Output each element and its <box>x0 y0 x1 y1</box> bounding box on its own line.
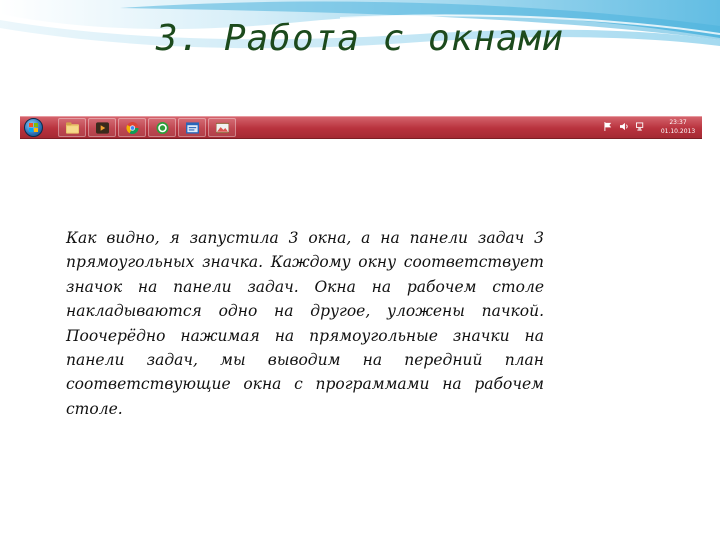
taskbar-clock[interactable] <box>658 118 698 136</box>
network-icon[interactable] <box>636 122 645 131</box>
clock-time: 23:37 <box>669 119 687 126</box>
taskbar-button-picture-viewer[interactable] <box>208 118 236 137</box>
green-app-icon <box>156 122 169 134</box>
windows-start-orb-icon[interactable] <box>24 118 43 137</box>
speaker-icon[interactable] <box>620 122 629 131</box>
flag-icon[interactable] <box>604 122 613 131</box>
slide-title: 3. Работа с окнами <box>155 18 565 59</box>
chrome-icon <box>126 122 139 134</box>
media-player-icon <box>96 122 109 134</box>
taskbar-button-folder[interactable] <box>58 118 86 137</box>
taskbar-button-chrome[interactable] <box>118 118 146 137</box>
taskbar <box>20 116 702 139</box>
taskbar-button-green-app[interactable] <box>148 118 176 137</box>
taskbar-button-media-player[interactable] <box>88 118 116 137</box>
picture-viewer-icon <box>216 122 229 134</box>
clock-date: 01.10.2013 <box>660 128 696 135</box>
taskbar-button-window-app[interactable] <box>178 118 206 137</box>
system-tray <box>602 117 702 138</box>
window-app-icon <box>186 122 199 134</box>
folder-icon <box>66 122 79 134</box>
body-paragraph: Как видно, я запустила 3 окна, а на панели задач 3 прямоугольных значка. Каждому окну соответствует значок на панели задач. Окна на рабочем столе накладываются одно на другое, уложены пачкой. Поочерёдно нажимая на прямоугольные значки на панели задач, мы выводим на передний план соответствующие окна с программами на рабочем столе. <box>66 229 544 418</box>
